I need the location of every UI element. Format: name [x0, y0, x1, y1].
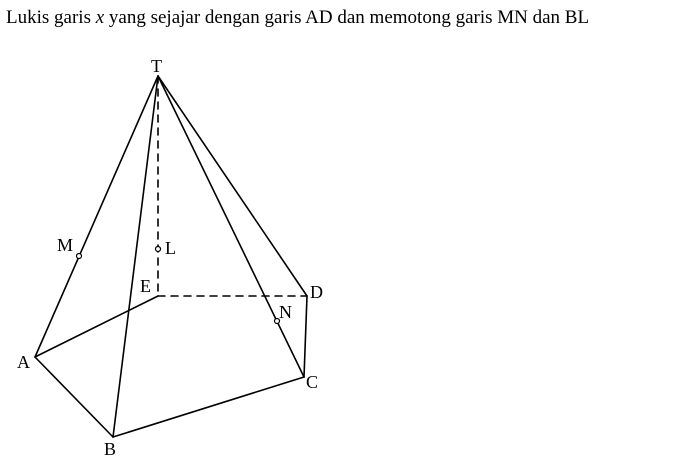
point-M-marker: [77, 254, 82, 259]
label-A: A: [17, 352, 30, 372]
edge-TB: [113, 76, 158, 437]
label-M: M: [57, 235, 74, 255]
edge-CD: [304, 296, 307, 377]
label-T: T: [151, 56, 162, 76]
edge-AB: [35, 357, 113, 437]
label-E: E: [140, 276, 151, 296]
label-D: D: [310, 282, 323, 302]
label-N: N: [279, 302, 292, 322]
edge-TC: [158, 76, 304, 377]
edge-TD: [158, 76, 307, 296]
edge-BC: [113, 377, 304, 437]
label-C: C: [306, 372, 319, 392]
edge-AE: [35, 296, 158, 357]
label-L: L: [165, 238, 176, 258]
label-B: B: [104, 439, 117, 459]
point-L-marker: [156, 247, 161, 252]
problem-prefix: Lukis garis: [6, 7, 96, 28]
problem-suffix: yang sejajar dengan garis AD dan memotong garis MN dan BL: [104, 7, 590, 28]
problem-variable: x: [95, 7, 105, 28]
edge-TA: [35, 76, 158, 357]
